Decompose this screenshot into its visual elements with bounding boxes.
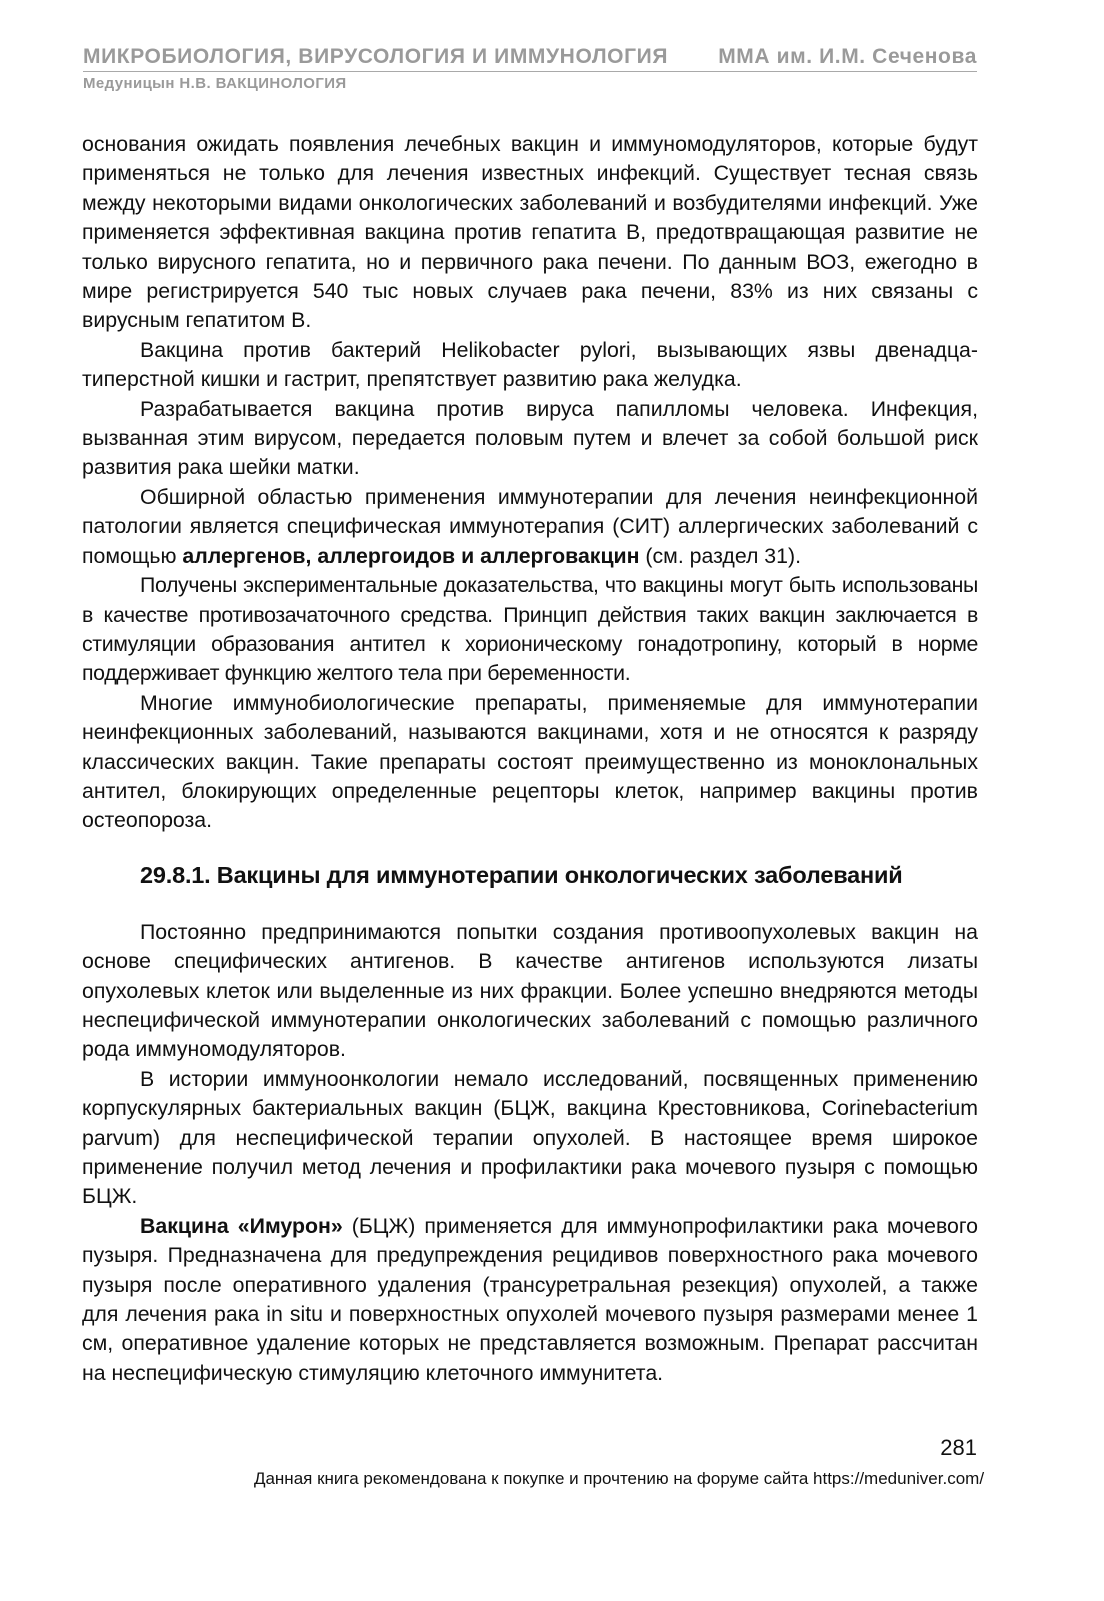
paragraph-continuation: основания ожидать появления лечебных вакцин и иммуномодуляторов, которые будут применяться не только для лечения известных инфекций. Существует тесная связь между некоторыми видами онкологических заболеваний и возбудителями инфекций. Уже применяется эффективная вакцина против гепатита В, предотвращающая развитие не только вирусного гепатита, но и первичного рака печени. По данным ВОЗ, ежегодно в мире регистрируется 540 тыс новых случаев рака печени, 83% из них связаны с вирусным гепатитом В. xyxy=(82,132,978,333)
paragraph-imuron xyxy=(82,1212,978,1388)
page-number: 281 xyxy=(940,1435,977,1460)
section-heading: 29.8.1. Вакцины для иммунотерапии онкологических заболеваний xyxy=(140,861,903,888)
footer-note: Данная книга рекомендована к покупке и прочтению на форуме сайта https://meduniver.com/ xyxy=(253,1469,985,1488)
running-header xyxy=(83,44,977,92)
author-book-title: Медуницын Н.В. ВАКЦИНОЛОГИЯ xyxy=(83,75,347,92)
paragraph-contraceptive: Получены экспериментальные доказательства, что вакцины могут быть использованы в качестве противозачаточного средства. Принцип действия таких вакцин заключается в стимуляции образования антител к хорионическому гонадотропину, который в норме поддерживает функцию желтого тела при беременности. xyxy=(82,573,978,686)
book-series-title: МИКРОБИОЛОГИЯ, ВИРУСОЛОГИЯ И ИММУНОЛОГИЯ xyxy=(83,45,669,68)
main-text xyxy=(82,130,978,1388)
paragraph-monoclonal: Многие иммунобиологические препараты, применяемые для иммунотерапии неинфекционных заболеваний, называются вакцинами, хотя и не относятся к разряду классических вакцин. Такие препараты состоят преимущественно из моноклональных антител, блокирующих определенные рецепторы клеток, например вакцины против остеопороза. xyxy=(82,690,978,833)
paragraph-immunooncology-history: В истории иммуноонкологии немало исследований, посвященных применению корпускулярных бактериальных вакцин (БЦЖ, вакцина Крестовникова, Corinebacterium parvum) для неспецифической терапии опухолей. В настоящее время широкое применение получил метод лечения и профилактики рака мочевого пузыря с помощью БЦЖ. xyxy=(82,1066,978,1209)
paragraph-text: (см. раздел 31). xyxy=(639,543,801,568)
paragraph-antitumor-vaccines: Постоянно предпринимаются попытки создания противоопухолевых вакцин на основе специфических антигенов. В качестве антигенов используются лизаты опухолевых клеток или выделенные из них фракции. Более успешно внедряются методы неспецифической иммунотерапии онкологических заболеваний с помощью различного рода иммуномодуляторов. xyxy=(82,919,978,1062)
bold-term-allergens: аллергенов, аллергоидов и аллерговакцин xyxy=(182,543,640,568)
paragraph-papilloma: Разрабатывается вакцина против вируса папилломы человека. Инфекция, вызванная этим вирусом, передается половым путем и влечет за собой большой риск развития рака шейки матки. xyxy=(82,396,978,480)
paragraph-allergy-immunotherapy xyxy=(82,483,978,571)
running-header-top-line xyxy=(83,44,977,72)
institution-name: ММА им. И.М. Сеченова xyxy=(718,45,977,68)
paragraph-text: Обширной областью применения иммунотерапии для лечения неинфекционной патологии является специфическая иммунотерапия (СИТ) аллергических заболеваний с помощью xyxy=(82,484,978,568)
paragraph-text: (БЦЖ) применяется для иммунопрофилактики рака мочевого пузыря. Предназначена для предупреждения рецидивов поверхностного рака мочевого пузыря после оперативного удаления (трансуретральная резекция) опухолей, а также для лечения рака in situ и поверхностных опухолей мочевого пузыря размерами менее 1 см, оперативное удаление которых не представляется возможным. Препарат рассчитан на неспецифическую стимуляцию клеточного иммунитета. xyxy=(82,1213,979,1385)
paragraph-helicobacter: Вакцина против бактерий Helikobacter pylori, вызывающих язвы двенадцатиперстной кишки и гастрит, препятствует развитию рака желудка. xyxy=(82,337,978,392)
bold-term-imuron: Вакцина «Имурон» xyxy=(140,1213,343,1238)
